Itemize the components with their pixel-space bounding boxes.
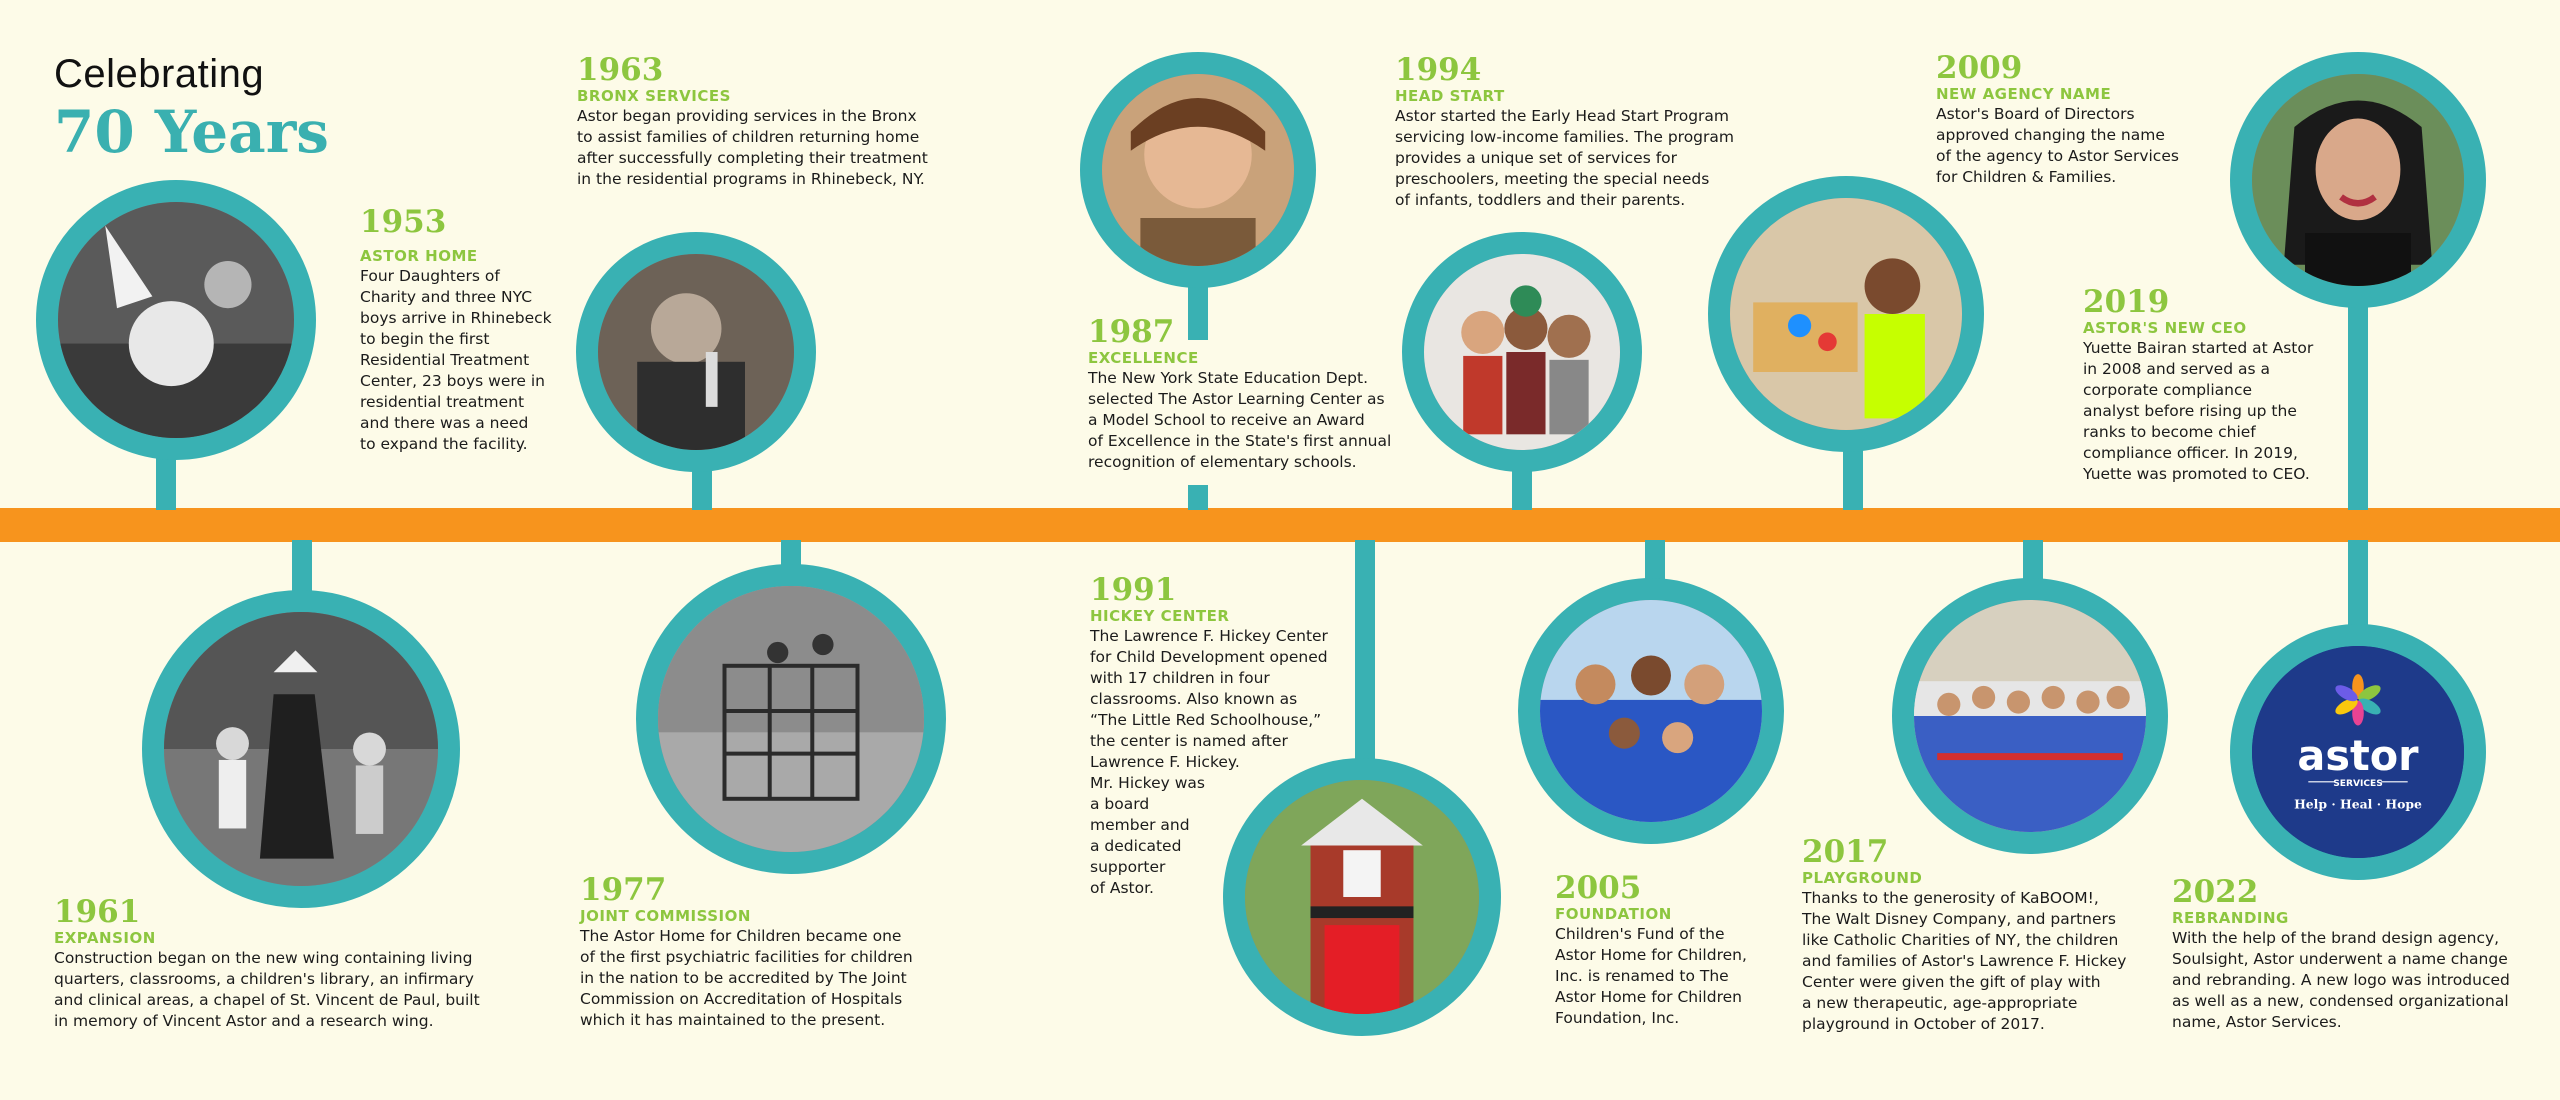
milestone-text: Construction began on the new wing containing living quarters, classrooms, a children's library, an infirmary and clinical areas, a chapel of St. Vincent de Paul, built in memory of Vincent Astor and a research wing. — [54, 949, 480, 1030]
milestone-year: 2009 — [1936, 50, 2023, 86]
astor-logo — [2230, 624, 2486, 880]
milestone-text: Children's Fund of the Astor Home for Children, Inc. is renamed to The Astor Home for Children Foundation, Inc. — [1555, 925, 1747, 1027]
logo-services: SERVICES — [2333, 778, 2383, 789]
milestone-label: ASTOR'S NEW CEO — [2083, 319, 2247, 337]
milestone-text: Four Daughters of Charity and three NYC boys arrive in Rhinebeck to begin the first Residential Treatment Center, 23 boys were in residential treatment and there was a need to expand the facility. — [360, 267, 552, 453]
milestone-label: FOUNDATION — [1555, 905, 1672, 923]
milestone-label: PLAYGROUND — [1802, 869, 1923, 887]
stem-1961 — [292, 540, 312, 595]
milestone-text: The Lawrence F. Hickey Center for Child Development opened with 17 children in four classrooms. Also known as “The Little Red Schoolhouse,” the center is named after Lawrence F. Hickey. Mr. Hickey was a board member and a dedicated supporter of Astor. — [1090, 627, 1328, 897]
milestone-label: REBRANDING — [2172, 909, 2289, 927]
milestone-year: 1953 — [360, 204, 447, 240]
milestone-text: The Astor Home for Children became one of the first psychiatric facilities for children in the nation to be accredited by The Joint Commission on Accreditation of Hospitals which it has maintained to the present. — [580, 927, 913, 1029]
page-title-line2: 70 Years — [54, 98, 329, 166]
milestone-year: 1961 — [54, 894, 141, 930]
milestone-label: HICKEY CENTER — [1090, 607, 1230, 625]
milestone-text: Astor started the Early Head Start Program servicing low-income families. The program provides a unique set of services for preschoolers, meeting the special needs of infants, toddlers and their parents. — [1395, 107, 1734, 209]
milestone-2009 — [1936, 52, 2236, 188]
milestone-year: 2022 — [2172, 874, 2259, 910]
logo-tagline: Help · Heal · Hope — [2294, 796, 2422, 812]
milestone-text: Astor began providing services in the Bronx to assist families of children returning home after successfully completing their treatment in the residential programs in Rhinebeck, NY. — [577, 107, 928, 188]
stem-1994 — [1512, 470, 1532, 510]
milestone-text: The New York State Education Dept. selected The Astor Learning Center as a Model School to receive an Award of Excellence in the State's first annual recognition of elementary schools. — [1088, 369, 1392, 471]
milestone-2019 — [2083, 286, 2333, 485]
milestone-label: EXCELLENCE — [1088, 349, 1199, 367]
milestone-year: 2017 — [1802, 834, 1889, 870]
timeline-band — [0, 508, 2560, 542]
milestone-1991 — [1090, 574, 1350, 899]
milestone-year: 1963 — [577, 52, 664, 88]
photo-1994 — [1402, 232, 1642, 472]
milestone-year: 2019 — [2083, 284, 2170, 320]
photo-2005 — [1518, 578, 1784, 844]
milestone-2022 — [2172, 876, 2532, 1033]
milestone-text: With the help of the brand design agency, Soulsight, Astor underwent a name change and rebranding. A new logo was introduced as well as a new, condensed organizational name, Astor Services. — [2172, 929, 2510, 1031]
stem-2022 — [2348, 540, 2368, 625]
milestone-2017 — [1802, 836, 2142, 1035]
photo-1953 — [36, 180, 316, 460]
milestone-1963 — [577, 54, 937, 190]
photo-1987 — [1080, 52, 1316, 288]
stem-1977 — [781, 540, 801, 565]
page-title-line1: Celebrating — [54, 52, 265, 96]
milestone-year: 1994 — [1395, 52, 1482, 88]
milestone-2005 — [1555, 872, 1795, 1029]
stem-1963 — [692, 470, 712, 510]
milestone-label: HEAD START — [1395, 87, 1505, 105]
milestone-text: Astor's Board of Directors approved changing the name of the agency to Astor Services for Children & Families. — [1936, 105, 2179, 186]
stem-2017 — [2023, 540, 2043, 580]
stem-2019 — [2348, 300, 2368, 510]
stem-1991 — [1355, 540, 1375, 760]
milestone-1977 — [580, 874, 920, 1031]
photo-2017 — [1892, 578, 2168, 854]
milestone-label: BRONX SERVICES — [577, 87, 731, 105]
milestone-label: JOINT COMMISSION — [580, 907, 751, 925]
milestone-1994 — [1395, 54, 1755, 211]
milestone-year: 2005 — [1555, 870, 1642, 906]
photo-1963 — [576, 232, 816, 472]
milestone-year: 1987 — [1088, 314, 1175, 350]
photo-2009 — [1708, 176, 1984, 452]
milestone-1987 — [1088, 316, 1398, 473]
milestone-label: NEW AGENCY NAME — [1936, 85, 2112, 103]
photo-2019 — [2230, 52, 2486, 308]
milestone-label: ASTOR HOME — [360, 247, 478, 265]
milestone-text: Thanks to the generosity of KaBOOM!, The Walt Disney Company, and partners like Catholic Charities of NY, the children and families of Astor's Lawrence F. Hickey Center were given the gift of play with a new therapeutic, age-appropriate playground in October of 2017. — [1802, 889, 2127, 1033]
logo-wordmark: astor — [2297, 732, 2419, 781]
milestone-year: 1977 — [580, 872, 667, 908]
milestone-label: EXPANSION — [54, 929, 156, 947]
milestone-1961 — [54, 896, 494, 1032]
stem-2005 — [1645, 540, 1665, 580]
milestone-year: 1991 — [1090, 572, 1177, 608]
photo-1977 — [636, 564, 946, 874]
photo-1961 — [142, 590, 460, 908]
milestone-1953 — [360, 206, 580, 455]
milestone-text: Yuette Bairan started at Astor in 2008 and served as a corporate compliance analyst before rising up the ranks to become chief compliance officer. In 2019, Yuette was promoted to CEO. — [2083, 339, 2314, 483]
stem-1987b — [1188, 485, 1208, 510]
